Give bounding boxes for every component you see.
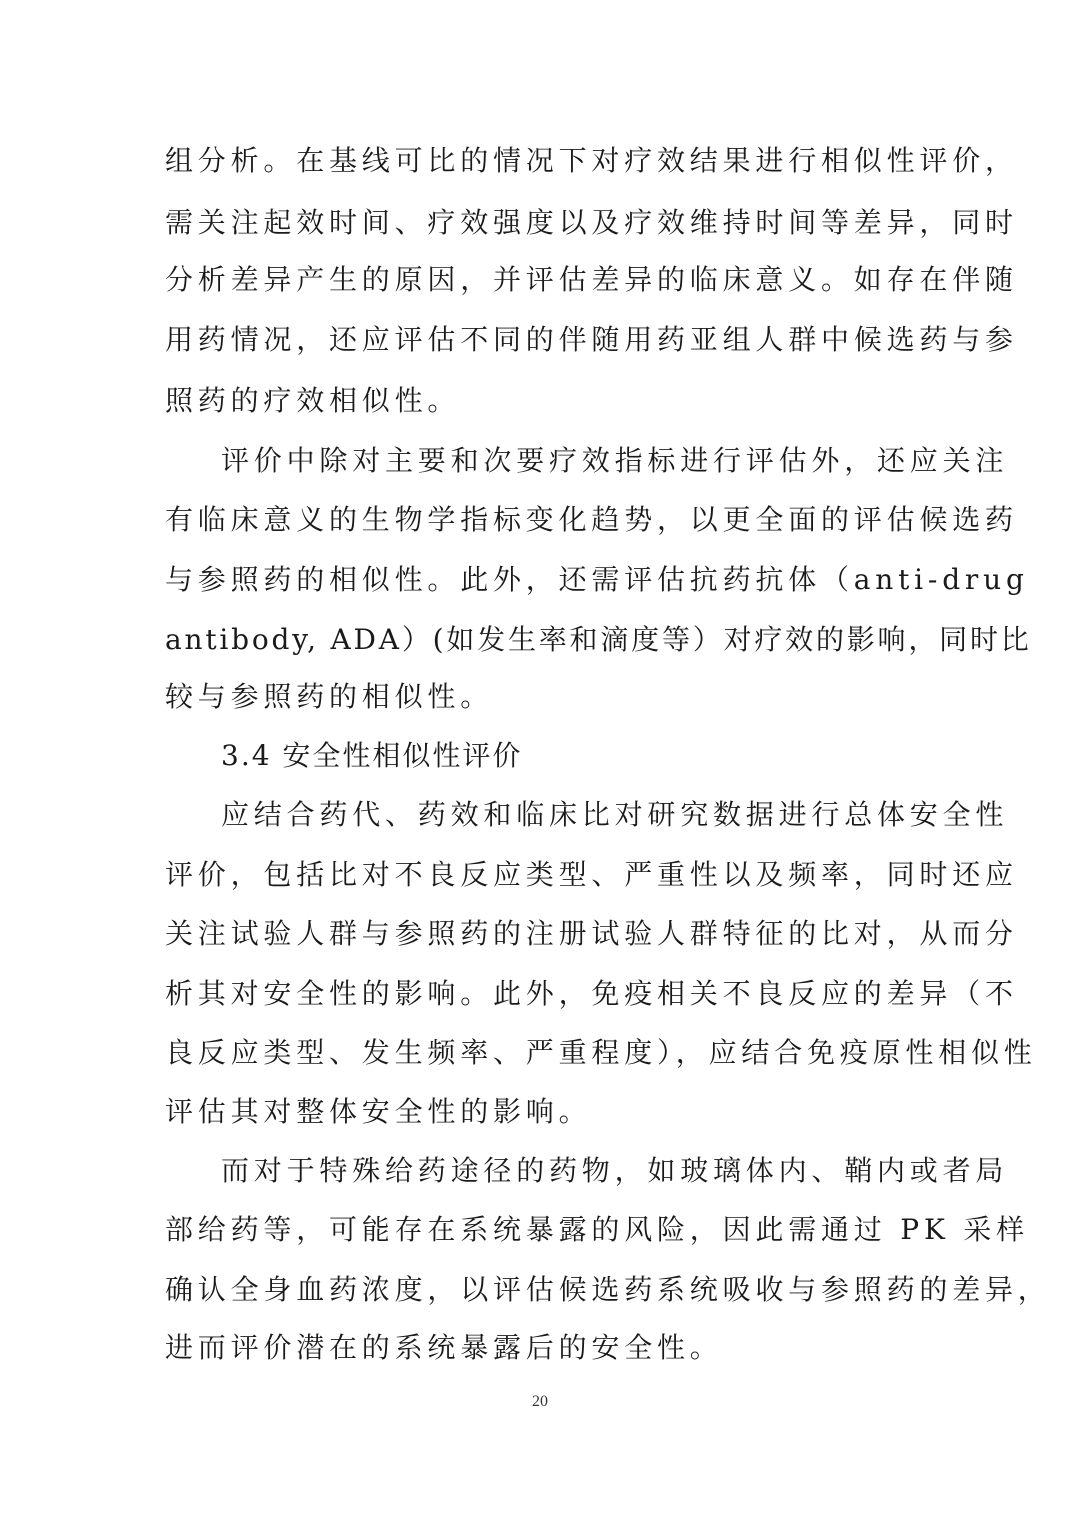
paragraph-3-line-1: 应结合药代、药效和临床比对研究数据进行总体安全性 — [221, 798, 1009, 831]
paragraph-1-line-3: 分析差异产生的原因，并评估差异的临床意义。如存在伴随 — [165, 263, 1018, 296]
paragraph-1-line-4: 用药情况，还应评估不同的伴随用药亚组人群中候选药与参 — [165, 323, 1018, 356]
paragraph-2-line-3: 与参照药的相似性。此外，还需评估抗药抗体（anti-drug — [165, 563, 1029, 596]
paragraph-1-line-5: 照药的疗效相似性。 — [165, 384, 461, 417]
paragraph-4-line-3: 确认全身血药浓度，以评估候选药系统吸收与参照药的差异， — [165, 1273, 1051, 1306]
paragraph-4-line-1: 而对于特殊给药途径的药物，如玻璃体内、鞘内或者局 — [221, 1154, 1009, 1187]
paragraph-4-line-2: 部给药等，可能存在系统暴露的风险，因此需通过 PK 采样 — [165, 1213, 1029, 1246]
paragraph-1-line-1: 组分析。在基线可比的情况下对疗效结果进行相似性评价， — [165, 144, 1018, 177]
page-number: 20 — [532, 1393, 548, 1410]
paragraph-2-line-4: antibody, ADA）(如发生率和滴度等）对疗效的影响，同时比 — [165, 623, 1032, 656]
paragraph-3-line-4: 析其对安全性的影响。此外，免疫相关不良反应的差异（不 — [165, 977, 1018, 1010]
paragraph-3-line-6: 评估其对整体安全性的影响。 — [165, 1095, 592, 1128]
paragraph-3-line-2: 评价，包括比对不良反应类型、严重性以及频率，同时还应 — [165, 858, 1018, 891]
paragraph-2-line-5: 较与参照药的相似性。 — [165, 680, 494, 713]
paragraph-2-line-1: 评价中除对主要和次要疗效指标进行评估外，还应关注 — [221, 444, 1009, 477]
paragraph-4-line-4: 进而评价潜在的系统暴露后的安全性。 — [165, 1331, 723, 1364]
paragraph-1-line-2: 需关注起效时间、疗效强度以及疗效维持时间等差异，同时 — [165, 206, 1018, 239]
paragraph-2-line-2: 有临床意义的生物学指标变化趋势，以更全面的评估候选药 — [165, 503, 1018, 536]
paragraph-3-line-3: 关注试验人群与参照药的注册试验人群特征的比对，从而分 — [165, 917, 1018, 950]
section-heading: 3.4 安全性相似性评价 — [221, 739, 523, 772]
paragraph-3-line-5: 良反应类型、发生频率、严重程度），应结合免疫原性相似性 — [165, 1036, 1037, 1069]
